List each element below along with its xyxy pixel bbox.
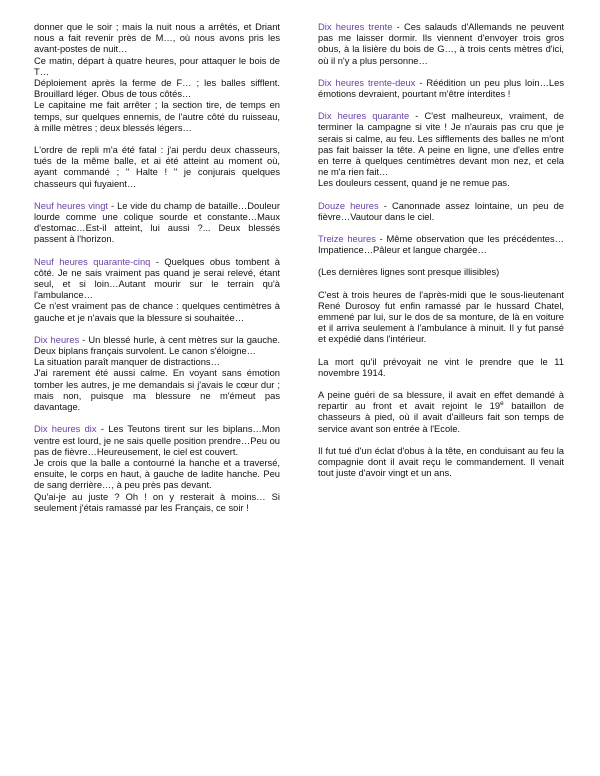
diary-entry	[318, 111, 564, 189]
ordinal-suffix: e	[500, 400, 504, 408]
entry-text: - Le vide du champ de bataille…Douleur lourde comme une colique sourde et constante…Maux d'estomac…Est-il atteint, lui aussi ?... Deux blessés passent à l'horizon.	[34, 200, 280, 245]
paragraph	[34, 22, 280, 134]
editorial-note: (Les dernières lignes sont presque illisibles)	[318, 267, 500, 278]
paragraph: L'ordre de repli m'a été fatal : j'ai perdu deux chasseurs, tués de la même balle, et ai été atteint au moment où, ayant commandé ; " Halte ! " je conjurais quelques chasseurs qui fuyaient…	[34, 145, 280, 189]
entry-text: - Les Teutons tirent sur les biplans…Mon ventre est lourd, je ne sais quelle position prendre…Peu ou pas de fièvre…Heureusement, le ciel est couvert.	[34, 424, 281, 457]
diary-entry	[318, 201, 564, 223]
timestamp: Dix heures dix	[34, 424, 97, 435]
timestamp: Dix heures	[34, 334, 80, 345]
diary-entry	[34, 257, 280, 324]
entry-text: J'ai rarement été aussi calme. En voyant sans émotion tomber les autres, je me demandais si j'avais le cœur dur ; mais non, puisque ma blessure ne m'émeut pas davantage.	[34, 368, 280, 413]
entry-text: Ce n'est vraiment pas de chance : quelques centimètres à gauche et je n'avais que la blessure si souhaitée…	[34, 301, 280, 323]
timestamp: Treize heures	[318, 234, 376, 245]
diary-entry	[318, 78, 564, 100]
text-line: donner que le soir ; mais la nuit nous a arrêtés, et Driant nous a fait revenir près de M…, où nous avons pris les avant-postes de nuit…	[34, 22, 280, 55]
text-line: Ce matin, départ à quatre heures, pour attaquer le bois de T…	[34, 55, 280, 77]
left-column	[34, 22, 280, 514]
narrative-paragraph: La mort qu'il prévoyait ne vint le prendre que le 11 novembre 1914.	[318, 356, 564, 378]
narrative-paragraph	[318, 390, 564, 435]
entry-text: - Canonnade assez lointaine, un peu de fièvre…Vautour dans le ciel.	[318, 200, 564, 222]
timestamp: Douze heures	[318, 200, 379, 211]
text-line: Déploiement après la ferme de F… ; les balles sifflent. Brouillard léger. Obus de tous côtés…	[34, 78, 280, 100]
timestamp: Dix heures trente-deux	[318, 77, 416, 88]
diary-entry	[318, 22, 564, 67]
diary-entry	[34, 201, 280, 246]
timestamp: Neuf heures vingt	[34, 200, 108, 211]
timestamp: Dix heures trente	[318, 22, 393, 32]
entry-text: - Un blessé hurle, à cent mètres sur la gauche. Deux biplans français survolent. Le canon s'éloigne…	[34, 334, 280, 357]
timestamp: Neuf heures quarante-cinq	[34, 256, 151, 267]
narrative-text: bataillon de chasseurs à pied, où il avait d'ailleurs fait son temps de service avant son entrée à l'Ecole.	[318, 401, 564, 434]
diary-entry	[318, 234, 564, 256]
diary-entry	[34, 424, 280, 514]
entry-text: Qu'ai-je au juste ? Oh ! on y resterait à moins… Si seulement j'étais ramassé par les Français, ce soir !	[34, 491, 280, 513]
narrative-paragraph: Il fut tué d'un éclat d'obus à la tête, en conduisant au feu la compagnie dont il avait reçu le commandement. Il venait tout juste d'avoir vingt et un ans.	[318, 445, 564, 479]
entry-text: - Ces salauds d'Allemands ne peuvent pas me laisser dormir. Ils viennent d'envoyer trois gros obus, à la lisière du bois de G…, à trois cents mètres d'ici, où il n'y a plus personne…	[318, 22, 564, 66]
entry-text: - C'est malheureux, vraiment, de terminer la campagne si vite ! Je n'aurais pas cru que je serais si calme, au feu. Les sifflements des balles ne m'ont pas fait baisser la tête. A peine en ligne, une d'elles entre en terre à quelques centimètres devant mon nez, et cela ne m'a rien fait…	[318, 111, 564, 178]
entry-text: - Quelques obus tombent à côté. Je ne sais vraiment pas quand je serai relevé, étant seul, et si loin…Autant mourir sur le terrain qu'à l'ambulance…	[34, 256, 281, 301]
right-column	[318, 22, 564, 480]
narrative-text: A peine guéri de sa blessure, il avait en effet demandé à repartir au front et avait rejoint le 19	[318, 390, 564, 412]
entry-text: Les douleurs cessent, quand je ne remue pas.	[318, 178, 510, 189]
timestamp: Dix heures quarante	[318, 111, 410, 122]
entry-text: Je crois que la balle a contourné la hanche et a traversé, ensuite, le corps en haut, à gauche de ladite hanche. Peu de sang derrière…, à peu près pas devant.	[34, 457, 280, 491]
diary-entry	[34, 335, 280, 413]
entry-text: - Même observation que les précédentes…Impatience…Pâleur et langue chargée…	[318, 234, 564, 256]
entry-text: - Réédition un peu plus loin…Les émotions devraient, pourtant m'être interdites !	[318, 77, 564, 100]
narrative-paragraph: C'est à trois heures de l'après-midi que le sous-lieutenant René Durosoy fut enfin ramassé par le hussard Chatel, emmené par lui, sur le dos de sa monture, de là en voiture et il arriva seulement à l'ambulance à minuit. Il y fut pansé et expédié dans l'intérieur.	[318, 289, 564, 345]
text-line: Le capitaine me fait arrêter ; la section tire, de temps en temps, sur quelques ennemis, de l'autre côté du ruisseau, à mille mètres ; deux blessés légers…	[34, 100, 280, 133]
entry-text: La situation paraît manquer de distractions…	[34, 357, 220, 368]
